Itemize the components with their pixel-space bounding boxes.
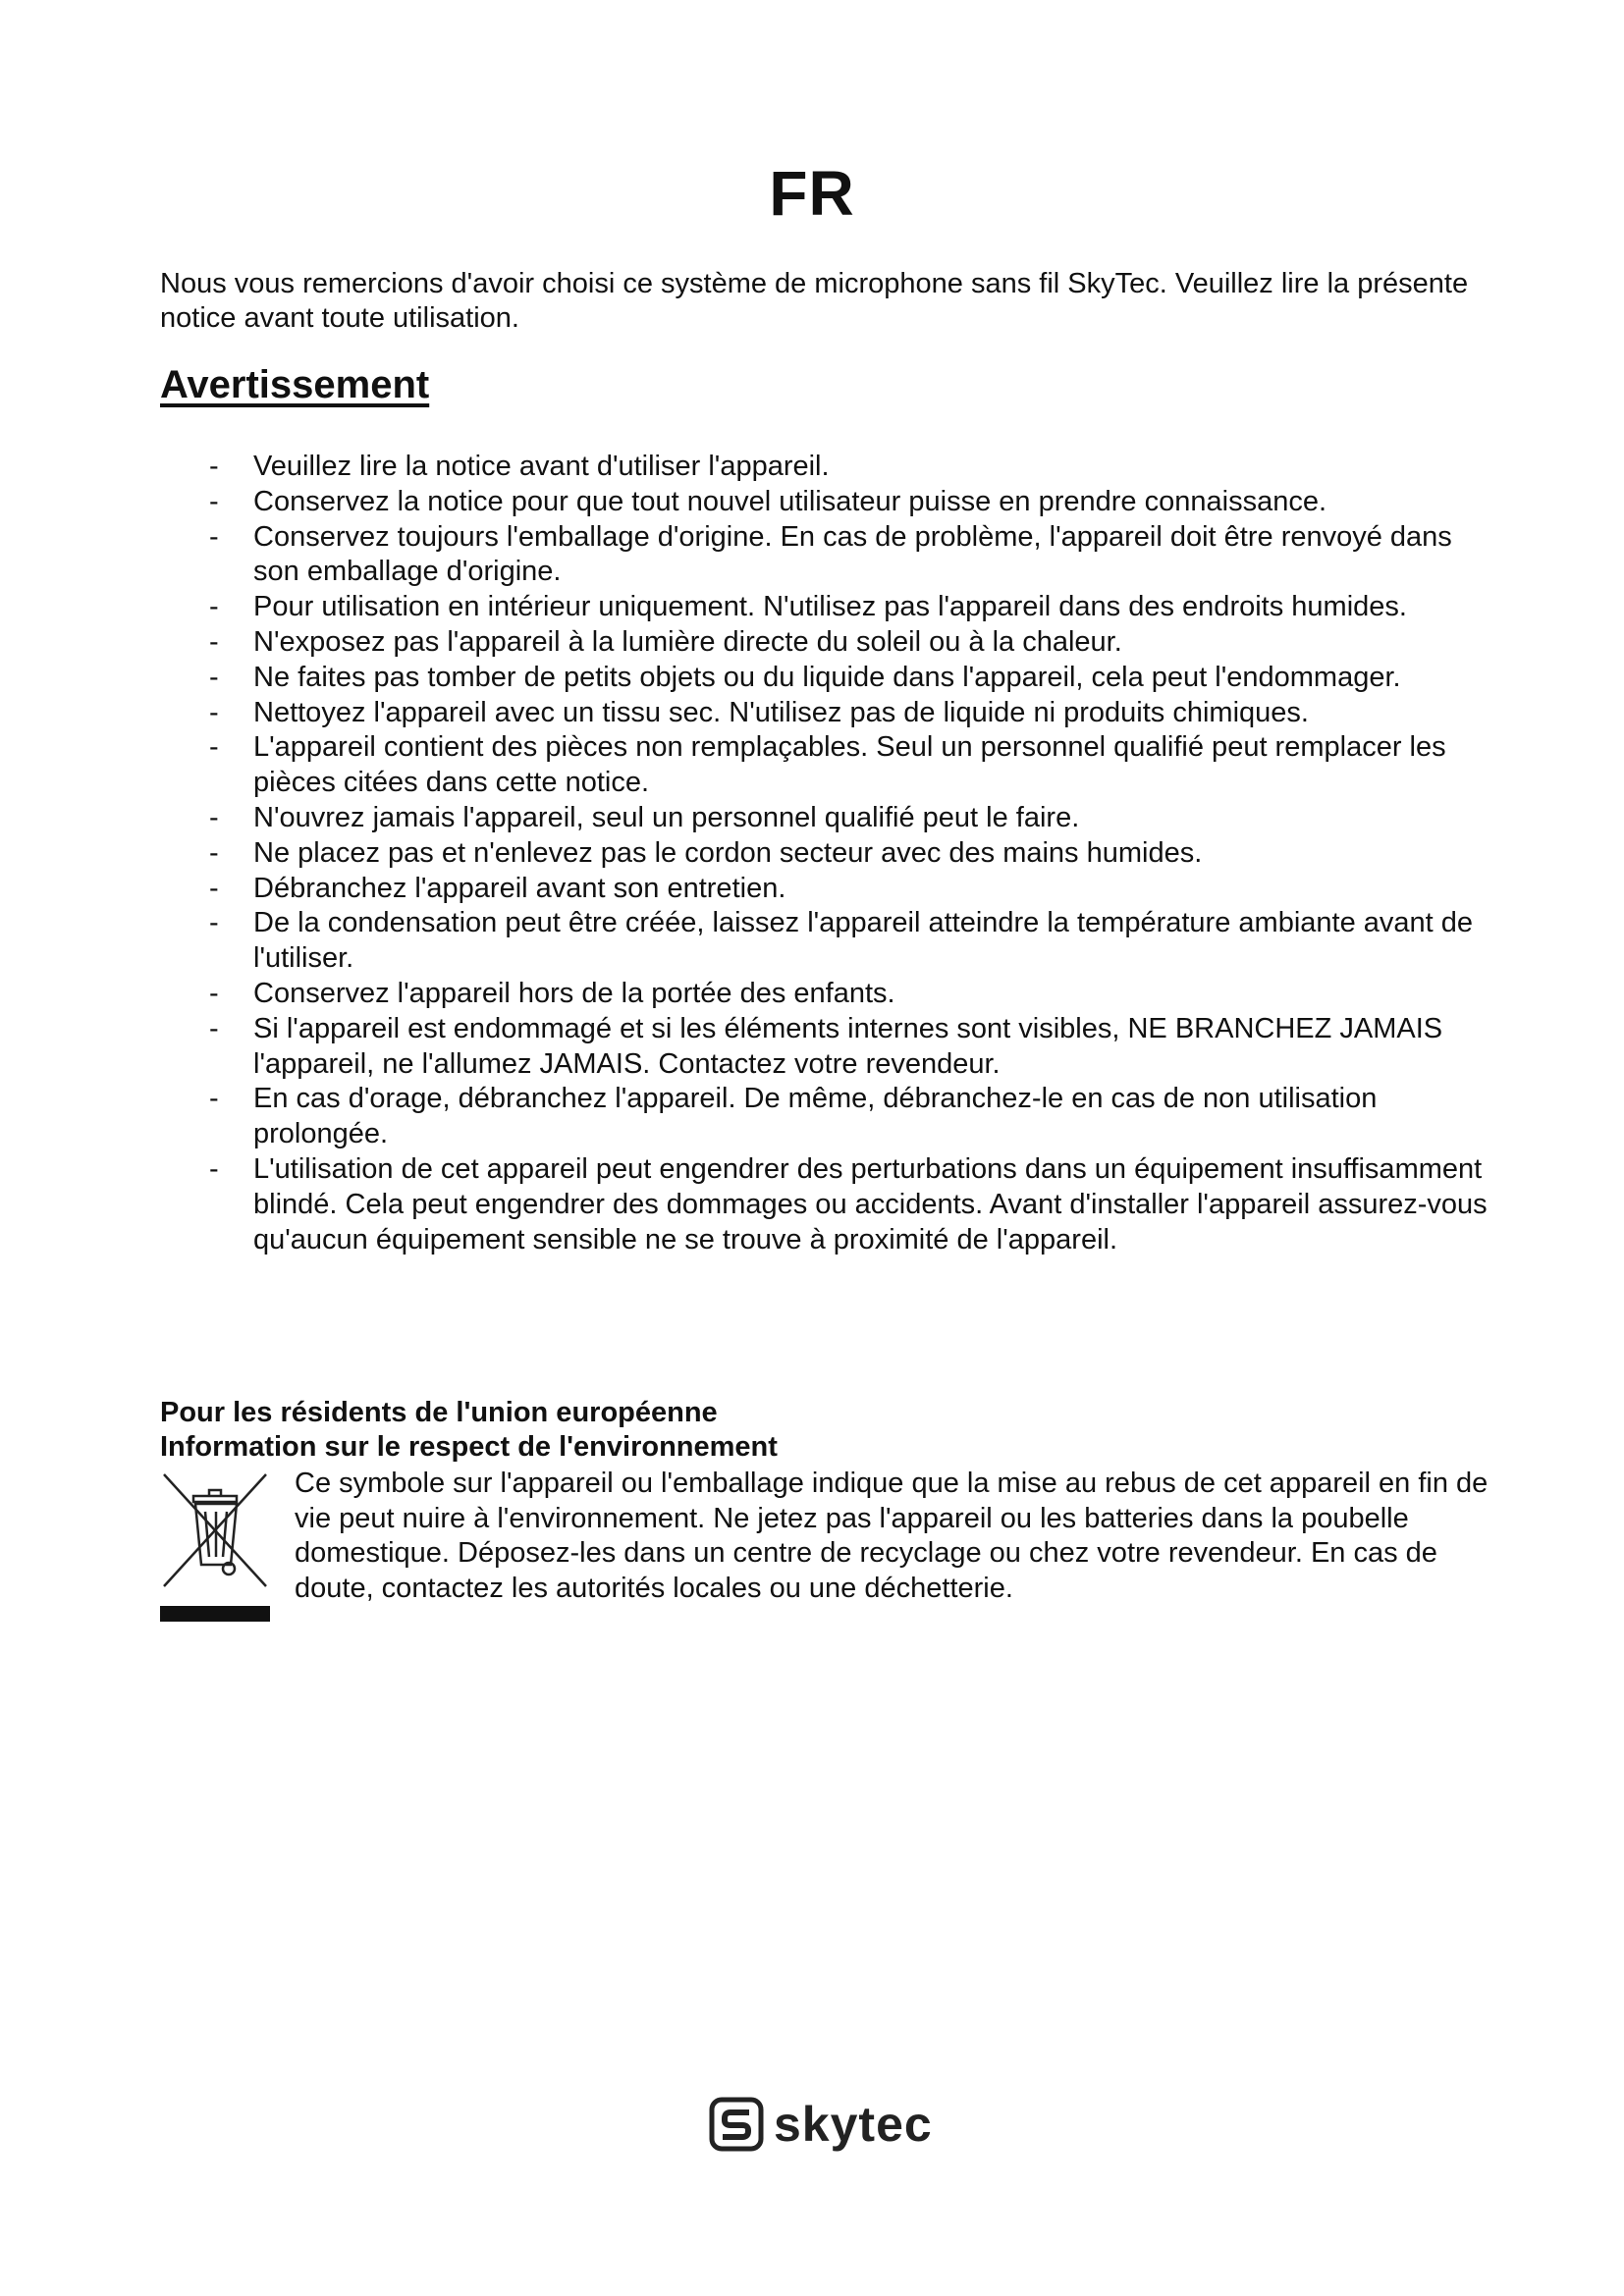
bullet-dash: - — [209, 872, 219, 904]
list-item — [160, 977, 1505, 1012]
list-item-text: Ne placez pas et n'enlevez pas le cordon secteur avec des mains humides. — [253, 836, 1203, 869]
list-item — [160, 590, 1505, 625]
list-item-text: Nettoyez l'appareil avec un tissu sec. N'utilisez pas de liquide ni produits chimiques. — [253, 696, 1309, 728]
bullet-dash: - — [209, 977, 219, 1009]
list-item-text: N'ouvrez jamais l'appareil, seul un personnel qualifié peut le faire. — [253, 801, 1080, 833]
intro-paragraph: Nous vous remercions d'avoir choisi ce système de microphone sans fil SkyTec. Veuillez lire la présente notice avant toute utilisation. — [160, 268, 1469, 334]
list-item — [160, 1152, 1505, 1257]
list-item-text: Conservez la notice pour que tout nouvel utilisateur puisse en prendre connaissance. — [253, 485, 1327, 517]
skytec-s-logo-icon — [709, 2097, 764, 2152]
bullet-dash: - — [209, 520, 219, 553]
list-item — [160, 872, 1505, 907]
eu-residents-heading: Pour les résidents de l'union européenne — [160, 1397, 718, 1428]
page-title: FR — [769, 158, 855, 229]
bullet-dash: - — [209, 731, 219, 764]
bullet-dash: - — [209, 591, 219, 623]
bullet-dash: - — [209, 1012, 219, 1044]
bullet-dash: - — [209, 485, 219, 517]
list-item-text: L'utilisation de cet appareil peut engendrer des perturbations dans un équipement insuffisamment blindé. Cela peut engendrer des dommages ou accidents. Avant d'installer l'appareil assurez-vous qu'aucun équipement sensible ne se trouve à proximité de l'appareil. — [253, 1152, 1488, 1255]
list-item-text: Débranchez l'appareil avant son entretien. — [253, 872, 786, 904]
list-item-text: En cas d'orage, débranchez l'appareil. De même, débranchez-le en cas de non utilisation prolongée. — [253, 1083, 1378, 1150]
list-item — [160, 906, 1505, 977]
list-item — [160, 1082, 1505, 1152]
bullet-dash: - — [209, 801, 219, 833]
list-item — [160, 836, 1505, 872]
list-item-text: N'exposez pas l'appareil à la lumière directe du soleil ou à la chaleur. — [253, 625, 1122, 658]
eu-environment-section — [160, 1396, 1495, 1606]
environment-info-heading: Information sur le respect de l'environnement — [160, 1431, 778, 1463]
list-item-text: De la condensation peut être créée, laissez l'appareil atteindre la température ambiante avant de l'utiliser. — [253, 907, 1474, 975]
bullet-dash: - — [209, 1152, 219, 1185]
list-item — [160, 520, 1505, 591]
list-item-text: L'appareil contient des pièces non remplaçables. Seul un personnel qualifié peut remplacer les pièces citées dans cette notice. — [253, 731, 1446, 799]
list-item-text: Conservez toujours l'emballage d'origine. En cas de problème, l'appareil doit être renvoyé dans son emballage d'origine. — [253, 520, 1452, 588]
list-item-text: Pour utilisation en intérieur uniquement. N'utilisez pas l'appareil dans des endroits humides. — [253, 591, 1407, 623]
list-item — [160, 696, 1505, 731]
footer-logo — [709, 2095, 945, 2154]
list-item — [160, 801, 1505, 836]
list-item — [160, 625, 1505, 661]
bullet-dash: - — [209, 836, 219, 869]
bullet-dash: - — [209, 1083, 219, 1115]
eu-disposal-text: Ce symbole sur l'appareil ou l'emballage indique que la mise au rebus de cet appareil en fin de vie peut nuire à l'environnement. Ne jetez pas l'appareil ou les batteries dans la poubelle domestique. Déposez-les dans un centre de recyclage ou chez votre revendeur. En cas de doute, contactez les autorités locales ou une déchetterie. — [295, 1468, 1489, 1604]
list-item-text: Conservez l'appareil hors de la portée des enfants. — [253, 977, 895, 1009]
warning-heading: Avertissement — [160, 363, 430, 406]
bullet-dash: - — [209, 696, 219, 728]
list-item — [160, 661, 1505, 696]
bullet-dash: - — [209, 625, 219, 658]
brand-name: skytec — [774, 2097, 933, 2152]
list-item — [160, 485, 1505, 520]
list-item-text: Si l'appareil est endommagé et si les éléments internes sont visibles, NE BRANCHEZ JAMAIS l'appareil, ne l'allumez JAMAIS. Contactez votre revendeur. — [253, 1012, 1443, 1080]
crossed-out-wheelie-bin-icon — [160, 1470, 270, 1624]
eu-body — [160, 1467, 1495, 1606]
bullet-dash: - — [209, 451, 219, 482]
list-item — [160, 730, 1505, 801]
list-item — [160, 1012, 1505, 1083]
list-item-text: Veuillez lire la notice avant d'utiliser l'appareil. — [253, 451, 830, 482]
list-item-text: Ne faites pas tomber de petits objets ou du liquide dans l'appareil, cela peut l'endommager. — [253, 661, 1401, 693]
warning-list — [160, 450, 1505, 1257]
bullet-dash: - — [209, 907, 219, 939]
list-item — [160, 450, 1505, 485]
bullet-dash: - — [209, 661, 219, 693]
